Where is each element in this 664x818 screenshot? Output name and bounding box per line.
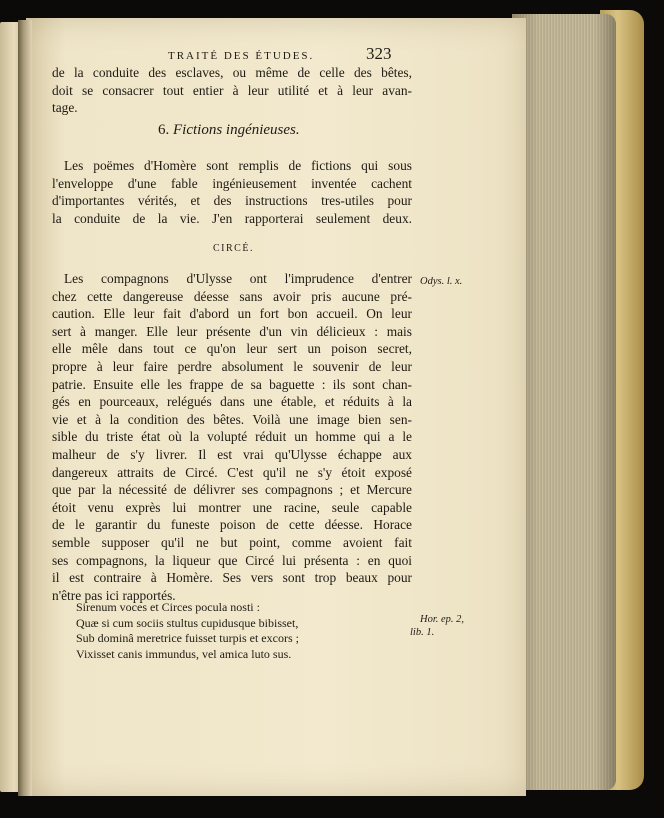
section-number: 6. <box>158 122 170 138</box>
text-line: elle mêle dans tout ce qu'on leur sert un poison secret, <box>52 341 412 357</box>
text-line: Les compagnons d'Ulysse ont l'imprudence d'entrer <box>64 271 412 286</box>
text-line: caution. Elle leur fait d'abord un fort bon accueil. On leur <box>52 306 412 322</box>
text-line: doit se consacrer tout entier à leur utilité et à leur avan- <box>52 82 412 98</box>
text-line: il est contraire à Homère. Ses vers sont trop beaux pour <box>52 570 412 586</box>
page-stack-edges <box>512 14 616 790</box>
text-line: sible du triste état où la volupté réduit un homme qui a le <box>52 429 412 445</box>
text-line: de le garantir du funeste poison de cette déesse. Horace <box>52 517 412 533</box>
text-line: malheur de s'y livrer. Il est vrai qu'Ulysse échappe aux <box>52 446 412 462</box>
text-line: sert à manger. Elle leur présente d'un vin délicieux : mais <box>52 323 412 339</box>
verse-line: Quæ si cum sociis stultus cupidusque bibisset, <box>76 615 299 630</box>
text-line: tage. <box>52 100 78 116</box>
book-gutter <box>18 20 32 796</box>
text-line: d'importantes vérités, et des instructions tres-utiles pour <box>52 193 412 209</box>
text-line: patrie. Ensuite elle les frappe de sa baguette : ils sont chan- <box>52 376 412 392</box>
text-line: n'être pas ici rapportés. <box>52 587 176 603</box>
section-heading <box>158 122 300 139</box>
text-line: chez cette dangereuse déesse sans avoir pris aucune pré- <box>52 288 412 304</box>
margin-note-odyssey: Odys. l. x. <box>420 276 463 287</box>
text-line: gés en pourceaux, relégués dans une étable, et réduits à la <box>52 394 412 410</box>
intro-paragraph <box>52 157 412 227</box>
margin-note-horace: Hor. ep. 2, <box>420 614 465 625</box>
text-line: que par la nécessité de délivrer ses compagnons ; et Mercure <box>52 482 412 498</box>
text-line: la conduite de la vie. J'en rapporterai seulement deux. <box>52 210 412 226</box>
text-line: Les poëmes d'Homère sont remplis de fictions qui sous <box>64 158 412 173</box>
verse-line: Vixisset canis immundus, vel amica luto sus. <box>76 646 292 661</box>
text-line: propre à leur faire perdre absolument le souvenir de leur <box>52 358 412 374</box>
text-line: l'enveloppe d'une fable ingénieusement inventée cachent <box>52 175 412 191</box>
verse-line: Sub dominâ meretrice fuisset turpis et excors ; <box>76 631 299 645</box>
top-paragraph <box>52 64 412 117</box>
running-head: TRAITÉ DES ÉTUDES. <box>168 50 315 62</box>
text-line: ses compagnons, la liqueur que Circé lui présenta : en quoi <box>52 552 412 568</box>
subheading-circe: CIRCÉ. <box>213 243 254 254</box>
text-line: étoit venu exprès lui montrer une racine, seule capable <box>52 499 412 515</box>
section-title: Fictions ingénieuses. <box>173 122 300 138</box>
page-number: 323 <box>366 44 392 63</box>
previous-page-edge <box>0 22 20 792</box>
text-line: de la conduite des esclaves, ou même de celle des bêtes, <box>52 65 412 80</box>
text-line: vie et à la condition des bêtes. Voilà une image bien sen- <box>52 411 412 427</box>
main-paragraph <box>52 270 412 604</box>
text-line: semble supposer qu'il ne but point, comme avoient fait <box>52 534 412 550</box>
verse-line: Sirenum voces et Circes pocula nosti : <box>76 600 260 614</box>
text-line: dangereux attraits de Circé. C'est qu'il ne s'y étoit exposé <box>52 464 412 480</box>
latin-verse <box>76 600 376 662</box>
margin-note-horace-book: lib. 1. <box>410 627 435 638</box>
